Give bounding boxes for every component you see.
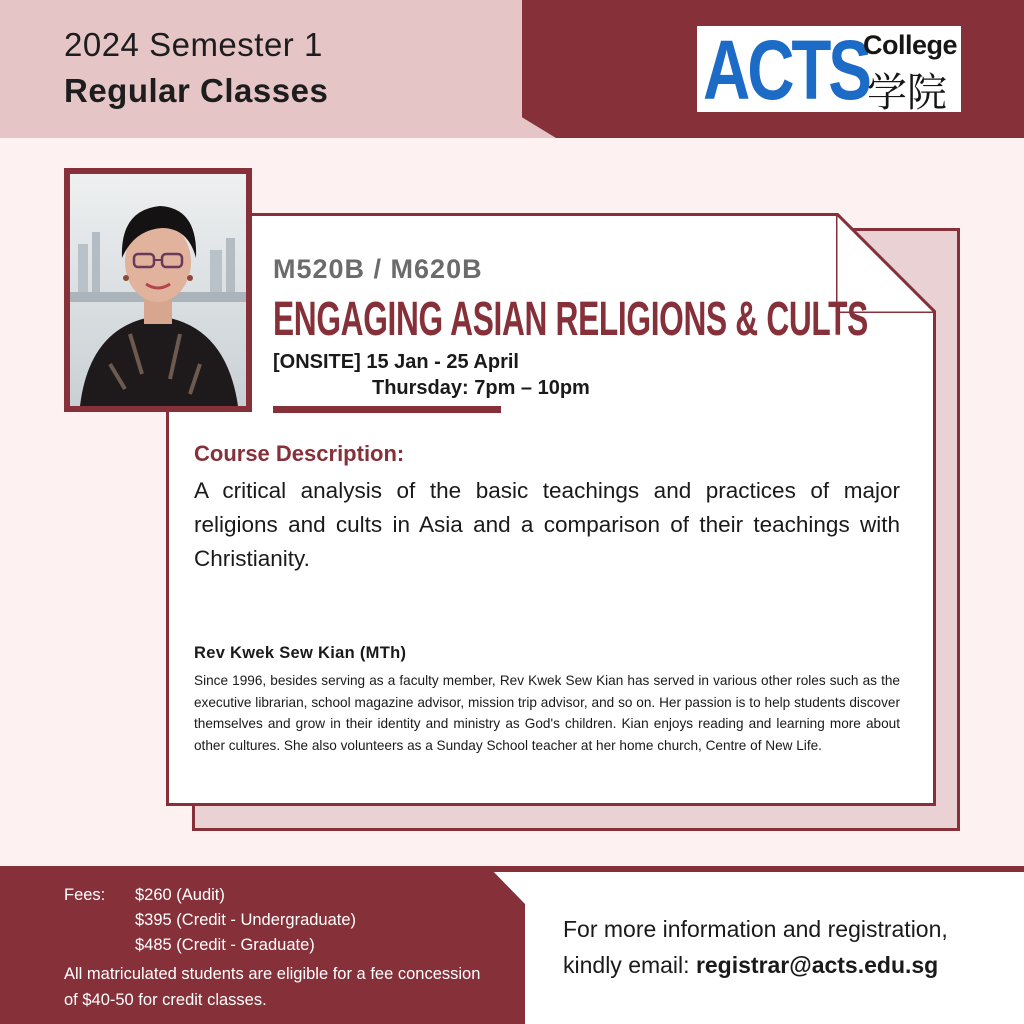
description-heading: Course Description: <box>194 441 405 466</box>
course-dates: [ONSITE] 15 Jan - 25 April <box>273 351 519 373</box>
semester-label: 2024 Semester 1 <box>64 26 323 63</box>
classes-label: Regular Classes <box>64 72 329 109</box>
course-code: M520B / M620B <box>273 254 483 284</box>
logo-college-text: College <box>863 30 958 60</box>
lecturer-photo <box>70 174 246 406</box>
contact-prefix: kindly email: <box>563 952 696 978</box>
contact-line1: For more information and registration, <box>563 916 948 942</box>
lecturer-photo-frame <box>64 168 252 412</box>
fee-concession-note: All matriculated students are eligible for a fee concession of $40-50 for credit classes. <box>64 965 481 1009</box>
title-underline <box>273 406 501 413</box>
fee-undergrad: $395 (Credit - Undergraduate) <box>135 911 357 929</box>
course-time: Thursday: 7pm – 10pm <box>372 377 590 399</box>
contact-line2 <box>563 947 948 983</box>
course-title: ENGAGING ASIAN RELIGIONS & CULTS <box>273 293 868 346</box>
contact-email-link[interactable]: registrar@acts.edu.sg <box>695 952 939 978</box>
description-text: A critical analysis of the basic teachings and practices of major religions and cults in Asia and a comparison of their teachings with Christianity. <box>194 478 900 571</box>
acts-college-logo <box>697 23 961 117</box>
contact-info <box>563 911 948 983</box>
lecturer-name: Rev Kwek Sew Kian (MTh) <box>194 644 407 662</box>
fee-audit: $260 (Audit) <box>135 886 225 904</box>
logo-acts-text: ACTS <box>703 23 869 117</box>
fees-label: Fees: <box>64 886 106 904</box>
lecturer-bio: Since 1996, besides serving as a faculty member, Rev Kwek Sew Kian has served in various other roles such as the executive librarian, school magazine advisor, mission trip advisor, and so on. Her passion is to help students discover themselves and grow in their identity and ministry as God's children. Kian enjoys reading and learning more about other cultures. She also volunteers as a Sunday School teacher at her home church, Centre of New Life. <box>194 673 900 753</box>
logo-chinese-text: 学院 <box>867 70 947 116</box>
fee-graduate: $485 (Credit - Graduate) <box>135 936 315 954</box>
header-band-left <box>0 0 560 138</box>
